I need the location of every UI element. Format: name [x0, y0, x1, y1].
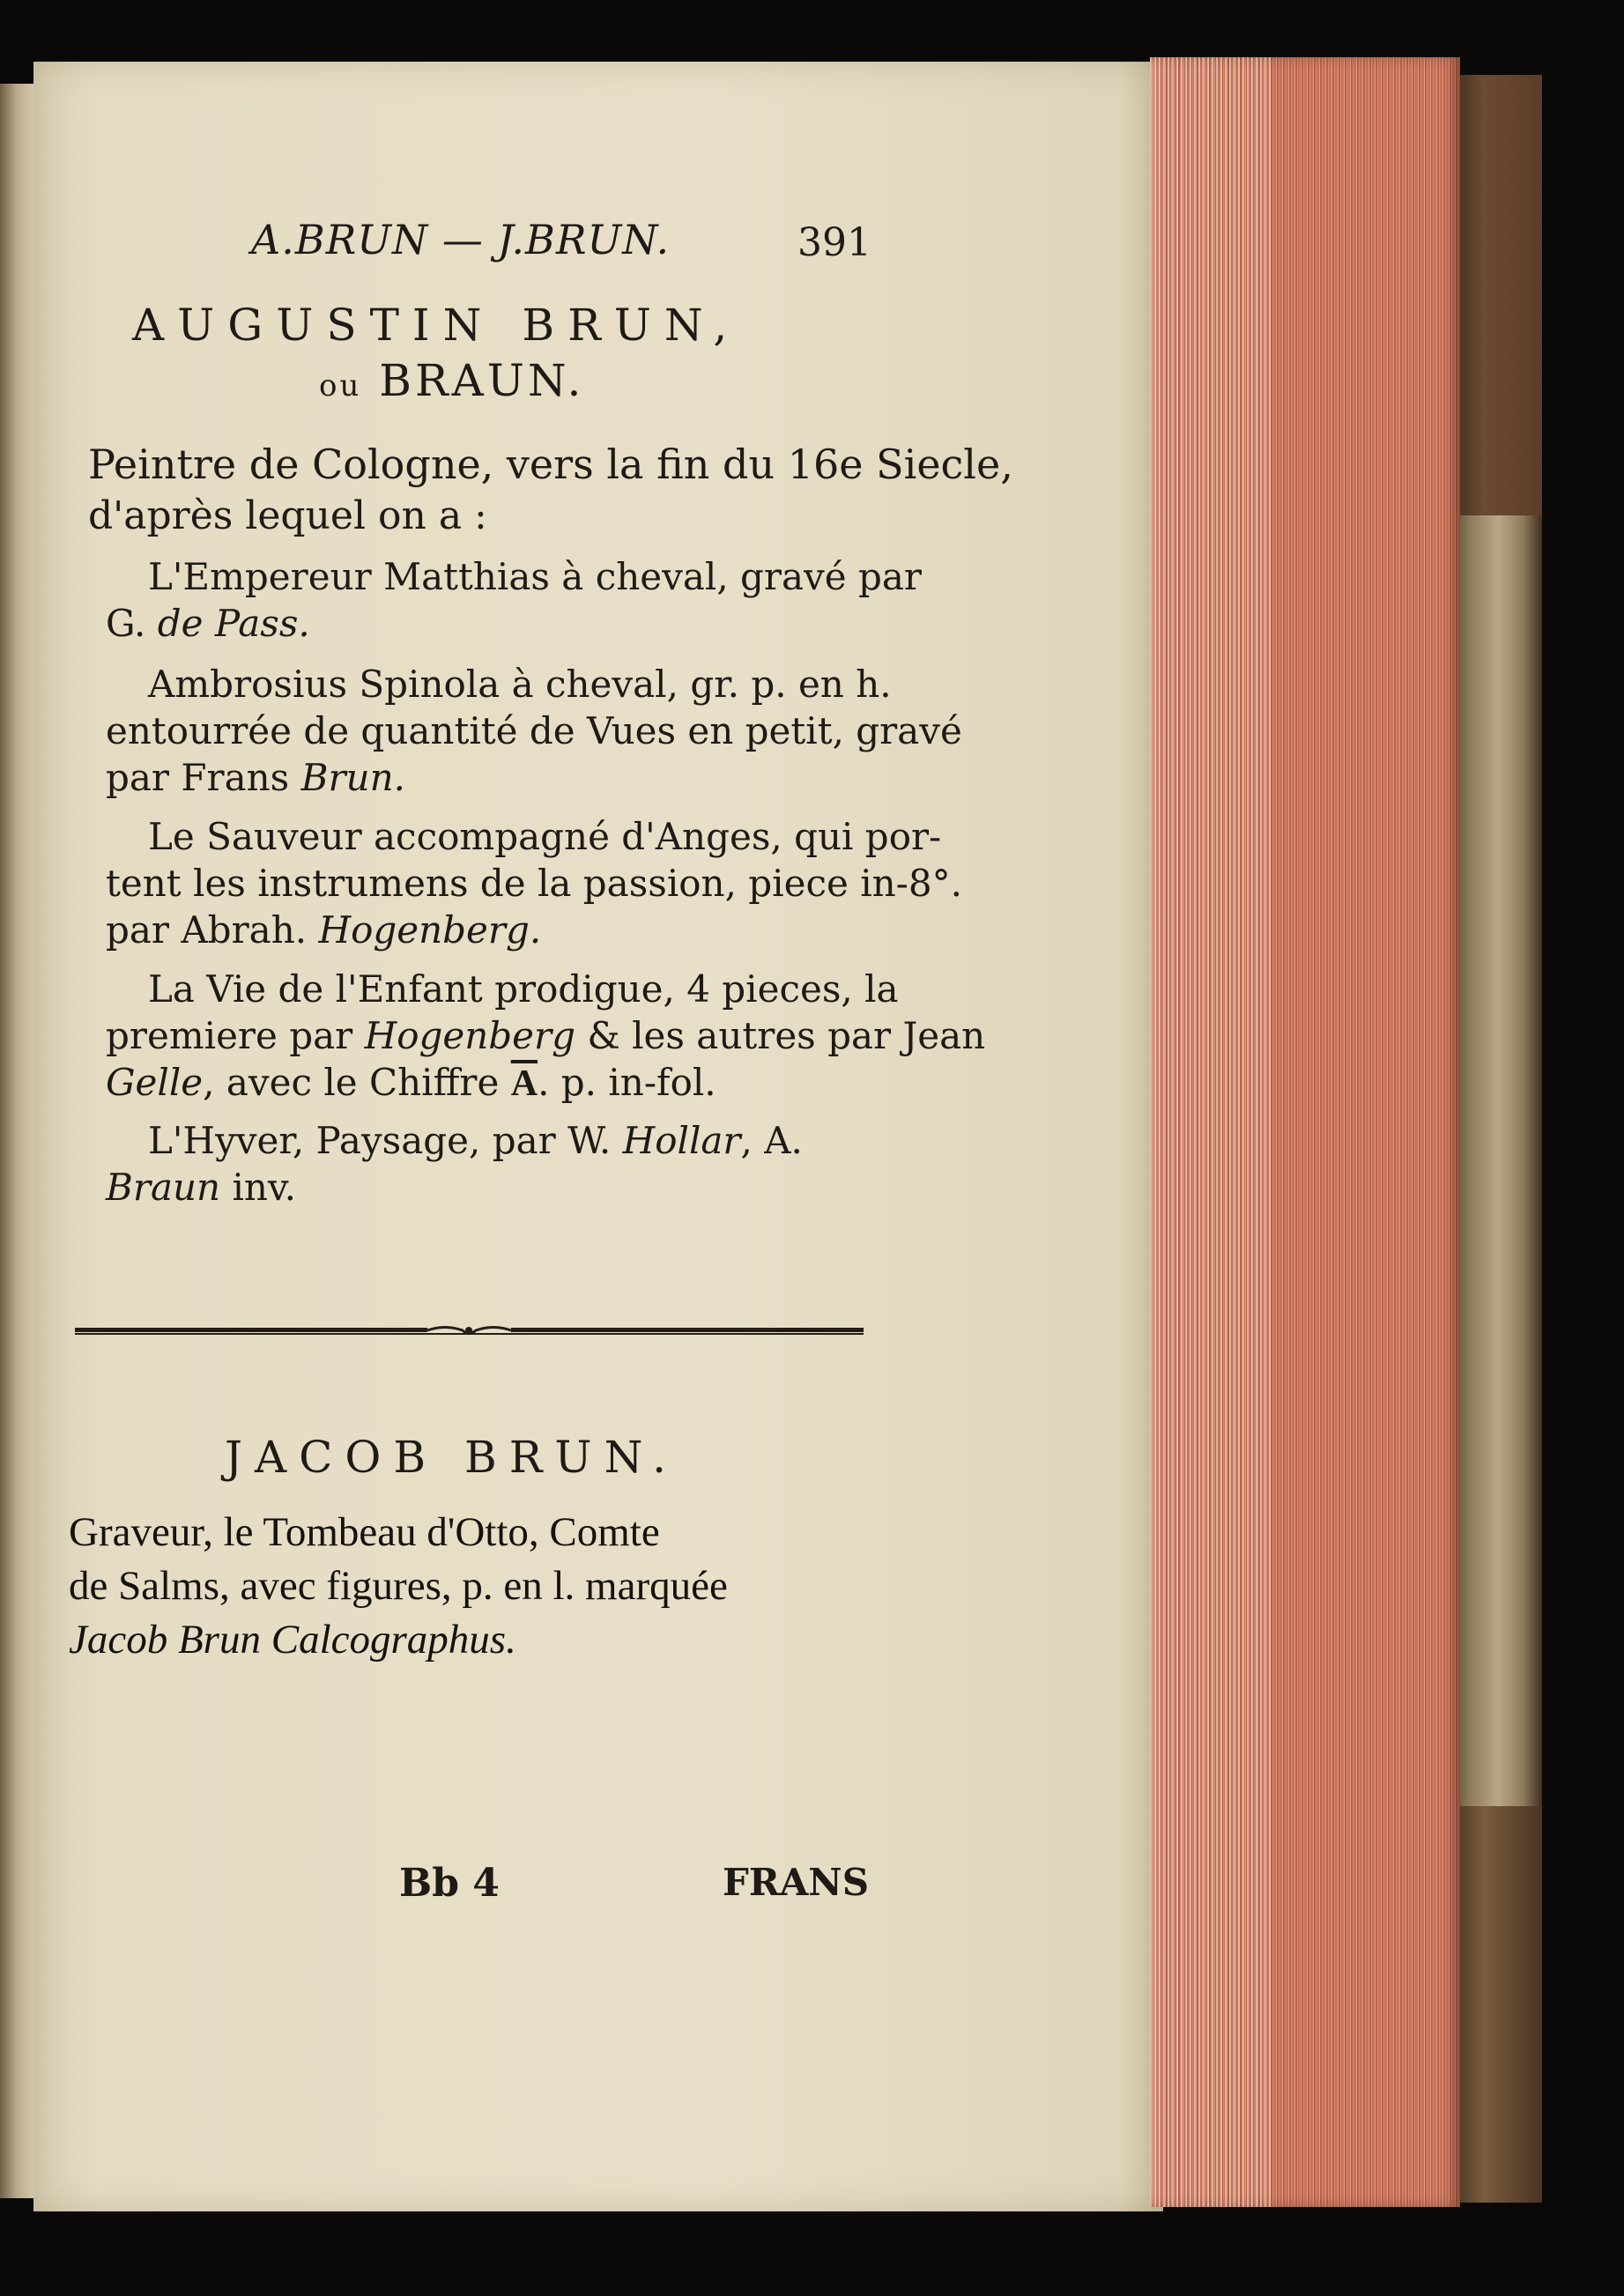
item1-line1: L'Empereur Matthias à cheval, gravé par [148, 555, 922, 598]
entry2-line2: de Salms, avec figures, p. en l. marquée [69, 1563, 728, 1609]
entry2-title: JACOB BRUN. [225, 1432, 679, 1483]
item2-line3 [106, 756, 405, 799]
entry1-intro-line2: d'après lequel on a : [88, 493, 487, 538]
item1-engraver: de Pass. [157, 602, 310, 645]
item3-engraver: Hogenberg. [318, 908, 542, 952]
item1-line2-a: G. [106, 602, 158, 645]
item4-line2-b: & les autres par Jean [575, 1014, 986, 1057]
item5-inventor: Braun [106, 1166, 221, 1209]
entry2-first-word: Graveur [69, 1509, 204, 1555]
item5-line1 [148, 1119, 803, 1162]
ornamental-rule [75, 1324, 864, 1338]
page-number: 391 [797, 220, 871, 265]
item5-engraver: Hollar [622, 1119, 741, 1162]
entry2-line1-rest: , le Tombeau d'Otto, Comte [203, 1509, 660, 1555]
item1-line2 [106, 602, 310, 645]
item3-line1: Le Sauveur accompagné d'Anges, qui por- [148, 815, 942, 858]
item4-line3-b: , avec le Chiffre [203, 1061, 511, 1104]
entry1-intro-rest: de Cologne, vers la fin du 16e Siecle, [236, 441, 1013, 488]
item2-line2: entourrée de quantité de Vues en petit, gravé [106, 709, 962, 752]
item4-line2-a: premiere par [106, 1014, 365, 1057]
entry2-line3: Jacob Brun Calcographus. [69, 1617, 516, 1663]
page-block-highlight [1150, 57, 1273, 2207]
entry1-intro-line1 [88, 441, 1013, 488]
item5-line1-b: , A. [740, 1119, 803, 1162]
running-head: A.BRUN — J.BRUN. [251, 216, 671, 263]
item4-engraver: Hogenberg [364, 1014, 575, 1057]
item4-line3-c: . p. in-fol. [538, 1061, 716, 1104]
entry1-title: AUGUSTIN BRUN, [132, 300, 741, 351]
item3-line2: tent les instrumens de la passion, piece in-8°. [106, 862, 962, 905]
entry1-intro-first-word: Peintre [88, 441, 237, 488]
item4-line2 [106, 1014, 985, 1057]
item4-line1: La Vie de l'Enfant prodigue, 4 pieces, la [148, 967, 899, 1011]
entry1-subtitle [319, 355, 584, 406]
item4-line3 [106, 1061, 716, 1105]
item3-line3 [106, 908, 541, 952]
item2-line3-a: par Frans [106, 756, 301, 799]
item5-line2-b: inv. [220, 1166, 297, 1209]
monogram-icon: $\overline{A}$ [510, 1063, 538, 1104]
signature-mark: Bb 4 [399, 1861, 500, 1906]
item5-line1-a: L'Hyver, Paysage, par W. [148, 1119, 623, 1162]
item3-line3-a: par Abrah. [106, 908, 319, 952]
item2-engraver: Brun. [300, 756, 405, 799]
item4-engraver2: Gelle [106, 1061, 204, 1104]
entry1-title-alt: BRAUN. [379, 355, 585, 406]
item2-line1: Ambrosius Spinola à cheval, gr. p. en h. [148, 663, 892, 706]
catchword: FRANS [723, 1861, 870, 1904]
entry2-line1 [69, 1508, 660, 1556]
entry1-title-or: ou [319, 368, 362, 404]
item5-line2 [106, 1166, 296, 1209]
